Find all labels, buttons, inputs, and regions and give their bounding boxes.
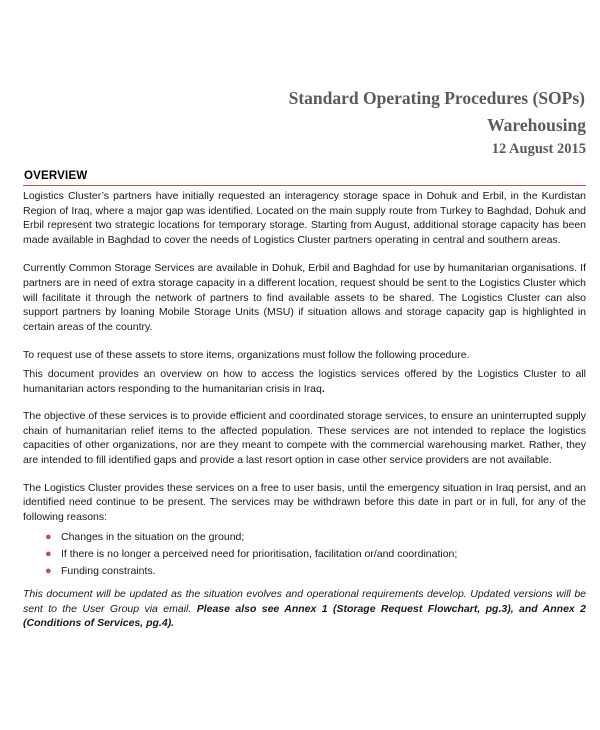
list-item [45, 529, 586, 546]
reasons-list [23, 529, 586, 580]
overview-paragraph-6: The Logistics Cluster provides these services on a free to user basis, until the emergency situation in Iraq persist, and an identified need continue to be present. The services may be withdrawn before this date in part or in full, for any of the following reasons: [23, 481, 586, 523]
document-date: 12 August 2015 [491, 141, 586, 157]
list-item [45, 563, 586, 580]
overview-paragraph-5: The objective of these services is to provide efficient and coordinated storage services, to ensure an uninterrupted supply chain of humanitarian relief items to the affected population. These services are not intended to replace the logistics capacities of other organizations, nor are they meant to compete with the commercial warehousing market. Rather, they are intended to fill identified gaps and provide a last resort option in case other service providers are not available. [23, 410, 586, 466]
list-item [45, 546, 586, 563]
update-note-text: This document will be updated as the situation evolves and operational requirements develop. Updated versions will be sent to the User Group via email. [23, 588, 586, 615]
annex-reference: Please also see Annex 1 (Storage Request Flowchart, pg.3), and Annex 2 (Conditions of Services, pg.4). [23, 602, 586, 630]
list-item-text: Funding constraints. [61, 565, 156, 578]
list-item-text: Changes in the situation on the ground; [61, 531, 245, 544]
document-title: Standard Operating Procedures (SOPs) [288, 88, 585, 108]
overview-heading: OVERVIEW [23, 169, 586, 186]
overview-paragraph-3: To request use of these assets to store items, organizations must follow the following procedure. [23, 349, 470, 362]
document-header [23, 0, 586, 159]
update-note [23, 587, 586, 631]
bullet-icon: ● [45, 548, 52, 561]
overview-paragraph-1: Logistics Cluster’s partners have initially requested an interagency storage space in Dohuk and Erbil, in the Kurdistan Region of Iraq, where a major gap was identified. Located on the main supply route from Turkey to Baghdad, Dohuk and Erbil represent two strategic locations for temporary storage. Starting from August, additional storage capacity has been made available in Baghdad to cover the needs of Logistics Cluster partners operating in central and southern areas. [23, 190, 586, 246]
bullet-icon: ● [45, 531, 52, 544]
overview-paragraph-4 [23, 367, 586, 396]
paragraph-4-end: . [321, 382, 325, 395]
document-subtitle: Warehousing [487, 115, 586, 135]
list-item-text: If there is no longer a perceived need for prioritisation, facilitation or/and coordination; [61, 548, 458, 561]
paragraph-4-text: This document provides an overview on how to access the logistics services offered by the Logistics Cluster to all humanitarian actors responding to the humanitarian crisis in Iraq [23, 367, 586, 395]
overview-paragraph-2: Currently Common Storage Services are available in Dohuk, Erbil and Baghdad for use by humanitarian organisations. If partners are in need of extra storage capacity in a different location, request should be sent to the Logistics Cluster which will facilitate it through the network of partners to find available assets to be shared. The Logistics Cluster can also support partners by loaning Mobile Storage Units (MSU) if situation allows and storage capacity gap is highlighted in certain areas of the country. [23, 262, 586, 333]
bullet-icon: ● [45, 565, 52, 578]
